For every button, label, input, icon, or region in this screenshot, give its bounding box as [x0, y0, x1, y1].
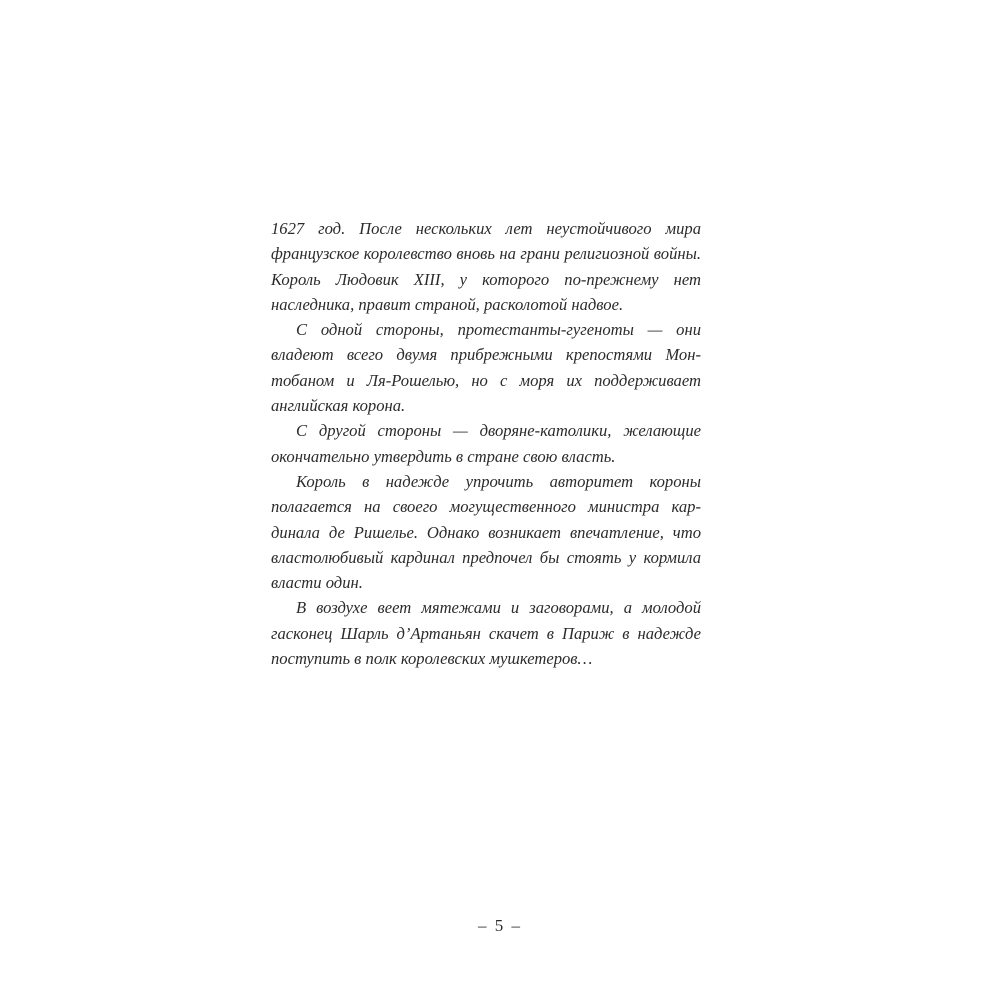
page-number: – 5 –: [478, 916, 522, 935]
paragraph-5: В воздухе веет мятежами и заговорами, а молодой гасконец Шарль д’Артаньян скачет в Париж в надежде поступить в полк королевских мушкетеров…: [271, 598, 701, 669]
paragraph-2: С одной стороны, протестанты-гугеноты — они владеют всего двумя прибрежными крепостями Монтобаном и Ля-Рошелью, но с моря их поддерживает английская корона.: [271, 320, 701, 416]
paragraph-3: С другой стороны — дворяне-католики, желающие окончательно утвердить в стране свою власть.: [271, 421, 701, 466]
paragraph-4: Король в надежде упрочить авторитет короны полагается на своего могущественного министра кардинала де Ришелье. Однако возникает впечатление, что властолюбивый кардинал предпочел бы стоять у кормила власти один.: [271, 471, 701, 593]
body-text: [271, 216, 701, 671]
paragraph-1: 1627 год. После нескольких лет неустойчивого мира французское королевство вновь на грани религиозной войны. Король Людовик XIII, у которого по-прежнему нет наследника, правит страной, расколотой надвое.: [271, 219, 701, 314]
